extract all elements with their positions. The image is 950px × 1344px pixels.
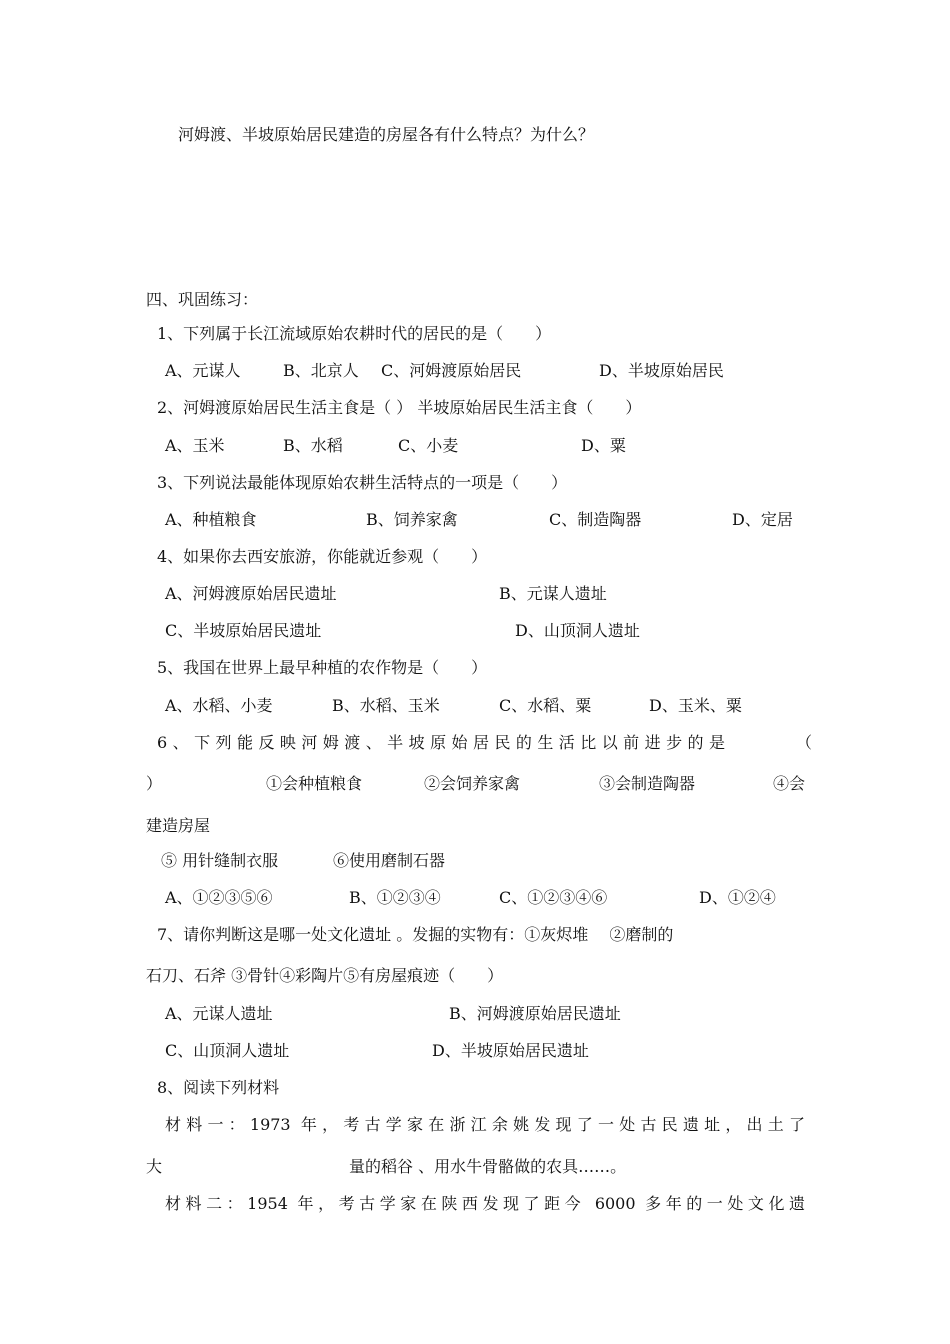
question-2-option-d: D、粟 (581, 436, 626, 455)
material-1-line-2-start: 大 (146, 1157, 163, 1176)
question-1-option-d: D、半坡原始居民 (599, 361, 724, 380)
question-6-option-b: B、①②③④ (349, 888, 441, 907)
question-6-option-c: C、①②③④⑥ (499, 888, 608, 907)
question-5-option-d: D、玉米、粟 (649, 696, 742, 715)
question-6-item-2: ②会饲养家禽 (424, 774, 521, 793)
question-6-item-6: ⑥使用磨制石器 (333, 851, 446, 870)
question-5-option-c: C、水稻、粟 (499, 696, 592, 715)
question-2-option-c: C、小麦 (398, 436, 459, 455)
question-1-option-a: A、元谋人 (165, 361, 241, 380)
question-2-option-a: A、玉米 (165, 436, 225, 455)
section-title: 四、巩固练习： (146, 290, 259, 309)
question-6-item-1: ①会种植粮食 (266, 774, 363, 793)
question-6-item-4b: 建造房屋 (146, 816, 211, 835)
question-1-option-b: B、北京人 (283, 361, 359, 380)
question-7-option-d: D、半坡原始居民遗址 (432, 1041, 589, 1060)
question-1-option-c: C、河姆渡原始居民 (381, 361, 522, 380)
question-5-stem: 5、我国在世界上最早种植的农作物是（ ） (157, 658, 488, 677)
question-7-option-a: A、元谋人遗址 (165, 1004, 273, 1023)
question-7-option-b: B、河姆渡原始居民遗址 (449, 1004, 621, 1023)
question-6-option-a: A、①②③⑤⑥ (165, 888, 273, 907)
question-7-stem-line-2: 石刀、石斧 ③骨针④彩陶片⑤有房屋痕迹（ ） (146, 966, 504, 985)
question-4-option-c: C、半坡原始居民遗址 (165, 621, 322, 640)
question-3-option-a: A、种植粮食 (165, 510, 257, 529)
question-4-option-d: D、山顶洞人遗址 (515, 621, 640, 640)
question-3-option-b: B、饲养家禽 (366, 510, 458, 529)
question-6-paren-open: （ (796, 733, 813, 752)
question-6-item-4a: ④会 (773, 774, 806, 793)
question-3-option-d: D、定居 (732, 510, 793, 529)
question-7-option-c: C、山顶洞人遗址 (165, 1041, 290, 1060)
question-4-stem: 4、如果你去西安旅游，你能就近参观（ ） (157, 547, 488, 566)
material-2-line-1: 材料二：1954 年，考古学家在陕西发现了距今 6000 多年的一处文化遗 (165, 1194, 805, 1213)
question-4-option-b: B、元谋人遗址 (499, 584, 607, 603)
material-1-line-2: 量的稻谷 、用水牛骨骼做的农具……。 (349, 1157, 627, 1176)
question-5-option-a: A、水稻、小麦 (165, 696, 273, 715)
question-8-stem: 8、阅读下列材料 (157, 1078, 280, 1097)
question-7-stem-line-1: 7、请你判断这是哪一处文化遗址 。发掘的实物有：①灰烬堆 ②磨制的 (157, 925, 674, 944)
question-6-item-3: ③会制造陶器 (599, 774, 696, 793)
question-3-stem: 3、下列说法最能体现原始农耕生活特点的一项是（ ） (157, 473, 568, 492)
question-4-option-a: A、河姆渡原始居民遗址 (165, 584, 337, 603)
question-2-stem: 2、河姆渡原始居民生活主食是（ ） 半坡原始居民生活主食（ ） (157, 398, 642, 417)
question-6-paren-close: ） (146, 774, 163, 793)
material-1-line-1: 材料一：1973 年，考古学家在浙江余姚发现了一处古民遗址，出土了 (165, 1115, 805, 1134)
question-5-option-b: B、水稻、玉米 (332, 696, 440, 715)
question-intro: 河姆渡、半坡原始居民建造的房屋各有什么特点？为什么？ (178, 125, 595, 144)
question-6-option-d: D、①②④ (699, 888, 776, 907)
question-3-option-c: C、制造陶器 (549, 510, 642, 529)
question-1-stem: 1、下列属于长江流域原始农耕时代的居民的是（ ） (157, 324, 552, 343)
question-6-stem: 6、下列能反映河姆渡、半坡原始居民的生活比以前进步的是 (157, 733, 725, 752)
question-2-option-b: B、水稻 (283, 436, 343, 455)
question-6-item-5: ⑤ 用针缝制衣服 (161, 851, 279, 870)
